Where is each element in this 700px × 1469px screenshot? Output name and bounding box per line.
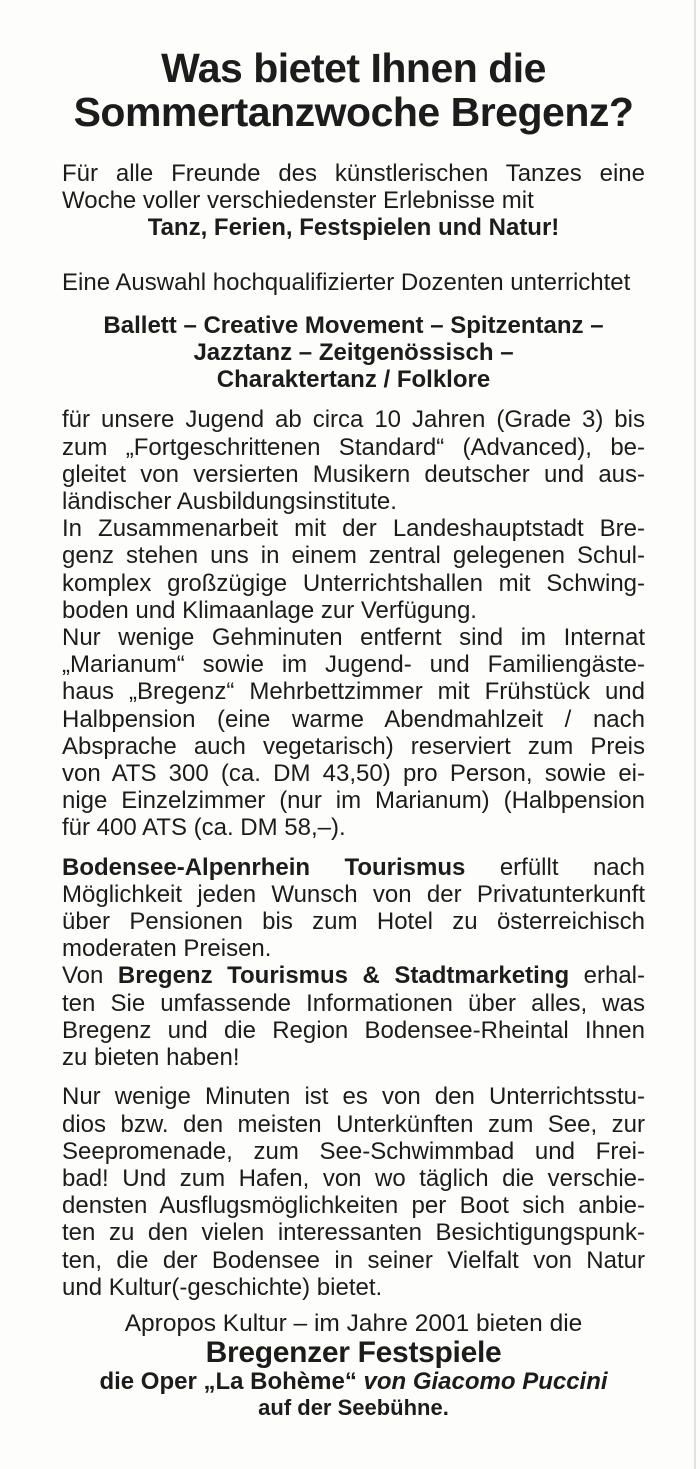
festival-name-line <box>62 1337 645 1368</box>
text-line <box>62 1368 645 1395</box>
text-line: über Pensionen bis zum Hotel zu österreichisch <box>62 908 645 936</box>
text-line: Eine Auswahl hochqualifizierter Dozenten unterrichtet <box>62 268 631 296</box>
text-line: Sommertanzwoche Bregenz? <box>73 89 634 135</box>
intro-paragraph <box>62 160 645 214</box>
text-line: Bregenzer Festspiele <box>205 1335 502 1369</box>
text-line: zum „Fortgeschrittenen Standard“ (Advanced), be- <box>62 433 645 461</box>
text-segment: erfüllt nach <box>465 853 645 881</box>
text-line: Nur wenige Gehminuten entfernt sind im Internat <box>62 624 645 652</box>
text-line: und Kultur(-geschichte) bietet. <box>62 1273 383 1301</box>
program-paragraph <box>62 406 645 841</box>
text-line: Tanz, Ferien, Festspielen und Natur! <box>147 214 560 242</box>
text-segment: Bregenz Tourismus & Stadtmarketing <box>117 962 570 990</box>
text-line: Seepromenade, zum See-Schwimmbad und Frei- <box>62 1137 645 1165</box>
text-line: Apropos Kultur – im Jahre 2001 bieten die <box>124 1309 583 1337</box>
text-line: ten, die der Bodensee in seiner Vielfalt von Natur <box>62 1246 645 1274</box>
document-content <box>62 0 645 1420</box>
text-line: Jazztanz – Zeitgenössisch – <box>193 339 514 367</box>
text-line: Ballett – Creative Movement – Spitzentanz – <box>103 311 604 339</box>
text-segment: Bodensee-Alpenrhein Tourismus <box>62 853 466 881</box>
text-line: In Zusammenarbeit mit der Landeshauptstadt Bre- <box>62 515 645 543</box>
text-line: Absprache auch vegetarisch) reserviert zum Preis <box>62 732 645 760</box>
text-line: Halbpension (eine warme Abendmahlzeit / nach <box>62 705 645 733</box>
intro-slogan <box>62 214 645 241</box>
text-line: dios bzw. den meisten Unterkünften zum See, zur <box>62 1110 645 1138</box>
text-line: densten Ausflugsmöglichkeiten per Boot sich anbie- <box>62 1192 645 1220</box>
text-line: ten Sie umfassende Informationen über alles, was <box>62 989 645 1017</box>
text-segment: erhal- <box>569 962 645 990</box>
text-line: von ATS 300 (ca. DM 43,50) pro Person, sowie ei- <box>62 760 645 788</box>
text-line: Charaktertanz / Folklore <box>216 366 491 394</box>
text-line: haus „Bregenz“ Mehrbettzimmer mit Frühstück und <box>62 678 645 706</box>
text-line: boden und Klimaanlage zur Verfügung. <box>62 596 477 624</box>
text-line <box>62 854 645 881</box>
lake-paragraph <box>62 1083 645 1301</box>
opera-line <box>62 1368 645 1395</box>
text-line: Woche voller verschiedenster Erlebnisse mit <box>62 187 534 215</box>
culture-intro-line <box>62 1310 645 1337</box>
text-line: Bregenz und die Region Bodensee-Rheintal Ihnen <box>62 1016 645 1044</box>
text-line: Nur wenige Minuten ist es von den Unterrichtsstu- <box>62 1083 645 1111</box>
text-line: moderaten Preisen. <box>62 935 272 963</box>
tourism-paragraph <box>62 854 645 1072</box>
text-line: zu bieten haben! <box>62 1044 240 1072</box>
text-line: nige Einzelzimmer (nur im Marianum) (Halbpension <box>62 787 645 815</box>
text-line: ten zu den vielen interessanten Besichtigungspunk- <box>62 1219 645 1247</box>
text-line: auf der Seebühne. <box>258 1394 449 1420</box>
text-line: für unsere Jugend ab circa 10 Jahren (Grade 3) bis <box>62 406 645 434</box>
text-line: komplex großzügige Unterrichtshallen mit Schwing- <box>62 569 645 597</box>
text-line: Möglichkeit jeden Wunsch von der Privatunterkunft <box>62 880 645 908</box>
main-title <box>62 46 645 134</box>
text-line: gleitet von versierten Musikern deutscher und aus- <box>62 460 645 488</box>
text-line: Für alle Freunde des künstlerischen Tanzes eine <box>62 160 645 187</box>
text-line: genz stehen uns in einem zentral gelegenen Schul- <box>62 542 645 570</box>
text-line: „Marianum“ sowie im Jugend- und Familiengäste- <box>62 651 645 679</box>
text-segment: von Giacomo Puccini <box>363 1367 608 1395</box>
dance-styles <box>62 312 645 394</box>
text-line <box>62 962 645 989</box>
text-line: ländischer Ausbildungsinstitute. <box>62 488 397 516</box>
text-line: bad! Und zum Hafen, von wo täglich die verschie- <box>62 1164 645 1192</box>
text-segment: die Oper „La Bohème“ <box>99 1367 364 1395</box>
lecturers-line <box>62 269 645 296</box>
text-segment: Von <box>62 962 118 990</box>
stage-line <box>62 1395 645 1420</box>
text-line: Was bietet Ihnen die <box>161 45 546 91</box>
scan-edge-line <box>694 0 696 1469</box>
text-line: für 400 ATS (ca. DM 58,–). <box>62 814 346 842</box>
